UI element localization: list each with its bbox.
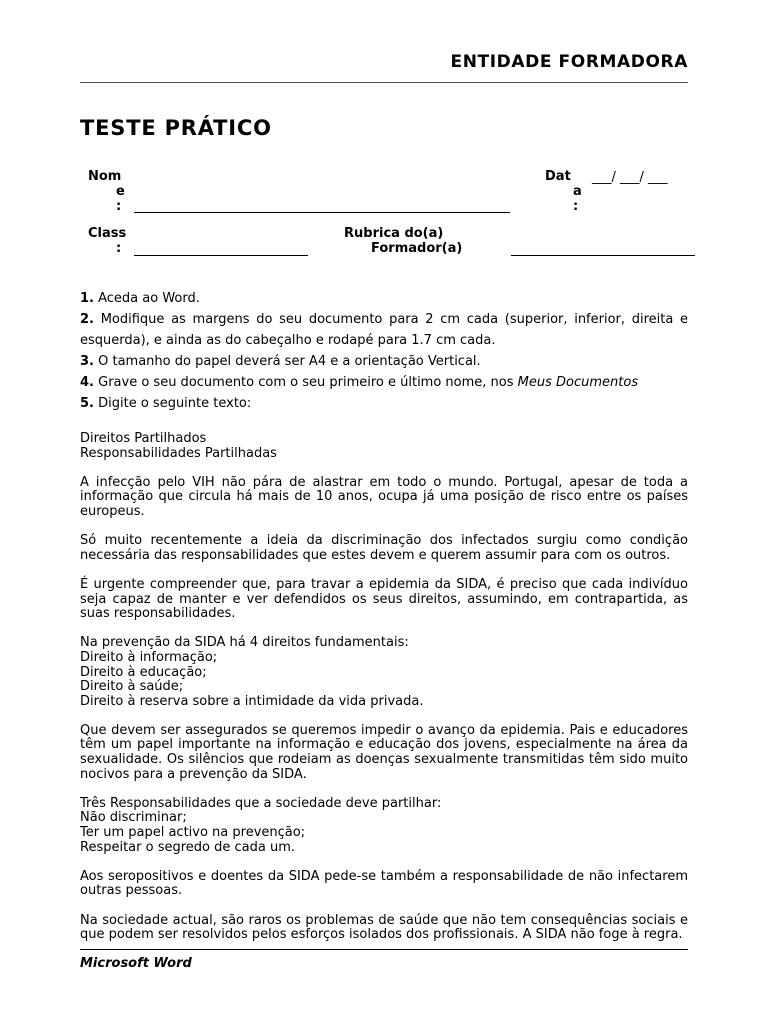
text-heading-line: Responsabilidades Partilhadas — [80, 445, 277, 461]
instruction-number: 5. — [80, 396, 94, 411]
rights-list-line: Direito à educação; — [80, 664, 207, 680]
paragraph-4: Que devem ser assegurados se queremos impedir o avanço da epidemia. Pais e educadores têm um papel importante na informação e educação dos jovens, especialmente na área da sexualidade. Os silêncios que rodeiam as doenças sexualmente transmitidas têm sido muito nocivos para a prevenção da SIDA. — [80, 722, 688, 782]
date-label-line-1: Dat — [545, 169, 571, 184]
instruction-number: 3. — [80, 354, 94, 369]
instruction-item-2 — [80, 309, 688, 351]
class-label-line-1: Class — [88, 226, 127, 241]
instruction-item-4 — [80, 372, 688, 393]
class-label-line-2: : — [116, 241, 122, 256]
paragraph-1: A infecção pelo VIH não pára de alastrar em todo o mundo. Portugal, apesar de toda a informação que circula há mais de 10 anos, ocupa já uma posição de risco entre os países europeus. — [80, 474, 688, 519]
name-label-line-3: : — [116, 199, 122, 214]
name-label — [88, 169, 128, 214]
rights-list — [80, 636, 688, 709]
footer-label: Microsoft Word — [80, 956, 192, 971]
date-field[interactable]: ___/ ___/ ___ — [592, 170, 668, 185]
rubrica-label-line-2: Formador(a) — [371, 241, 463, 256]
practice-text — [80, 432, 688, 957]
paragraph-2: Só muito recentemente a ideia da discriminação dos infectados surgiu como condição necessária das responsabilidades que estes devem e querem assumir para com os outros. — [80, 533, 688, 563]
paragraph-5: Aos seropositivos e doentes da SIDA pede-se também a responsabilidade de não infectarem outras pessoas. — [80, 868, 688, 899]
instruction-text: O tamanho do papel deverá ser A4 e a orientação Vertical. — [98, 354, 481, 369]
rubrica-label — [344, 226, 462, 256]
rights-list-line: Direito à saúde; — [80, 679, 184, 695]
instruction-text: Modifique as margens do seu documento para 2 cm cada (superior, inferior, direita e esquerda), e ainda as do cabeçalho e rodapé para 1.7 cm cada. — [80, 312, 688, 348]
class-field-line[interactable] — [134, 255, 308, 256]
header-divider — [80, 82, 688, 83]
instruction-number: 1. — [80, 291, 94, 306]
date-label-line-2: a — [573, 184, 582, 199]
date-label-line-3: : — [573, 199, 579, 214]
responsibilities-list-line: Três Responsabilidades que a sociedade deve partilhar: — [80, 795, 442, 811]
instruction-list — [80, 288, 688, 414]
responsibilities-list-line: Não discriminar; — [80, 810, 187, 826]
rights-list-line: Direito à informação; — [80, 649, 218, 665]
name-field-line[interactable] — [134, 212, 510, 213]
name-label-line-2: e — [116, 184, 125, 199]
footer-divider — [80, 949, 688, 950]
instruction-item-1 — [80, 288, 688, 309]
date-label — [545, 169, 585, 214]
instruction-text: Digite o seguinte texto: — [98, 396, 252, 411]
responsibilities-list-line: Respeitar o segredo de cada um. — [80, 839, 296, 855]
instruction-number: 4. — [80, 375, 94, 390]
rubrica-label-line-1: Rubrica do(a) — [344, 226, 444, 241]
text-heading — [80, 432, 688, 461]
instruction-emphasis: Meus Documentos — [517, 375, 639, 390]
responsibilities-list-line: Ter um papel activo na prevenção; — [80, 825, 306, 841]
instruction-text: Aceda ao Word. — [98, 291, 200, 306]
rights-list-line: Na prevenção da SIDA há 4 direitos fundamentais: — [80, 635, 409, 651]
instruction-number: 2. — [80, 312, 94, 327]
class-label — [88, 226, 128, 256]
rights-list-line: Direito à reserva sobre a intimidade da vida privada. — [80, 693, 424, 709]
responsibilities-list — [80, 797, 688, 855]
text-heading-line: Direitos Partilhados — [80, 431, 207, 446]
paragraph-3: É urgente compreender que, para travar a epidemia da SIDA, é preciso que cada indivíduo seja capaz de manter e ver defendidos os seus direitos, assumindo, em contrapartida, as suas responsabilidades. — [80, 576, 688, 622]
entity-header: ENTIDADE FORMADORA — [450, 52, 688, 72]
instruction-item-5 — [80, 393, 688, 414]
document-title: TESTE PRÁTICO — [80, 116, 272, 140]
instruction-text: Grave o seu documento com o seu primeiro e último nome, nos — [98, 375, 518, 390]
instruction-item-3 — [80, 351, 688, 372]
paragraph-6: Na sociedade actual, são raros os problemas de saúde que não tem consequências sociais e que podem ser resolvidos pelos esforços isolados dos profissionais. A SIDA não foge à regra. — [80, 912, 688, 943]
name-label-line-1: Nom — [88, 169, 122, 184]
rubrica-field-line[interactable] — [511, 255, 695, 256]
